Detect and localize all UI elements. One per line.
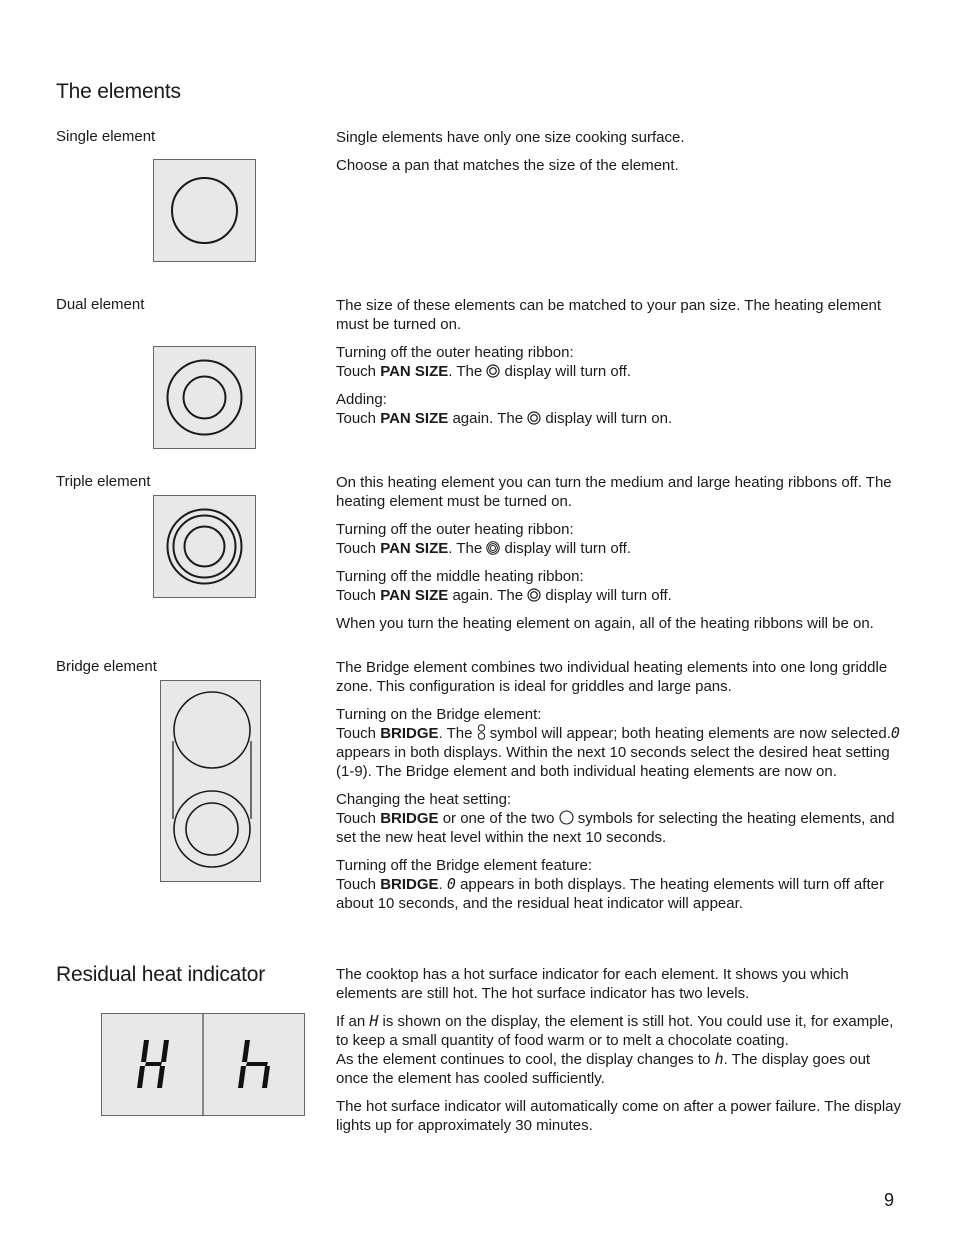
- bridge-change-line: Touch BRIDGE or one of the two symbols for selecting the heating elements, and set the new heat level within the next 10 seconds.: [336, 810, 895, 846]
- page-number: 9: [884, 1190, 895, 1210]
- bridge-off-line: Touch BRIDGE. 0 appears in both displays. The heating elements will turn off after about 10 seconds, and the residual heat indicator will appear.: [336, 875, 884, 912]
- dual-element-label: Dual element: [56, 296, 145, 313]
- triple-p1: On this heating element you can turn the medium and large heating ribbons off. The heating element must be turned on.: [336, 474, 892, 510]
- dual-p1: The size of these elements can be matched to your pan size. The heating element must be turned on.: [336, 297, 882, 333]
- dual-off-line: Touch PAN SIZE. The display will turn off.: [336, 363, 631, 380]
- triple-element-label: Triple element: [56, 473, 151, 490]
- dual-ring-icon: [527, 411, 541, 425]
- triple-middle-intro: Turning off the middle heating ribbon:: [336, 568, 584, 585]
- bridge-element-diagram: [160, 680, 261, 882]
- triple-outer-intro: Turning off the outer heating ribbon:: [336, 521, 574, 538]
- residual-p2: If an H is shown on the display, the element is still hot. You could use it, for example, to keep a small quantity of food warm or to melt a chocolate coating.: [336, 1012, 894, 1049]
- dual-element-text: [336, 296, 901, 428]
- dual-add-intro: Adding:: [336, 391, 387, 408]
- triple-outer-line: Touch PAN SIZE. The display will turn off.: [336, 540, 631, 557]
- triple-ring-icon: [486, 541, 500, 555]
- circle-icon: [559, 810, 574, 825]
- triple-element-diagram: [153, 495, 256, 598]
- section-title-residual: Residual heat indicator: [56, 963, 266, 986]
- triple-p-last: When you turn the heating element on again, all of the heating ribbons will be on.: [336, 615, 874, 632]
- residual-p3: The hot surface indicator will automatically come on after a power failure. The display lights up for approximately 30 minutes.: [336, 1098, 901, 1134]
- dual-add-line: Touch PAN SIZE again. The display will turn on.: [336, 410, 673, 427]
- bridge-element-label: Bridge element: [56, 658, 157, 675]
- single-element-text: [336, 128, 901, 175]
- single-p1: Single elements have only one size cooking surface.: [336, 129, 685, 146]
- display-zero-glyph: 0: [890, 724, 900, 742]
- bridge-p1: The Bridge element combines two individual heating elements into one long griddle zone. This configuration is ideal for griddles and large pans.: [336, 659, 888, 695]
- bridge-element-text: [336, 658, 901, 913]
- bridge-on-intro: Turning on the Bridge element:: [336, 706, 542, 723]
- single-element-diagram: [153, 159, 256, 262]
- triple-middle-line: Touch PAN SIZE again. The display will turn off.: [336, 587, 672, 604]
- dual-element-diagram: [153, 346, 256, 449]
- triple-element-text: [336, 473, 901, 633]
- dual-off-intro: Turning off the outer heating ribbon:: [336, 344, 574, 361]
- bridge-off-intro: Turning off the Bridge element feature:: [336, 857, 592, 874]
- dual-ring-icon: [527, 588, 541, 602]
- display-zero-glyph: 0: [446, 875, 456, 893]
- bridge-on-line: Touch BRIDGE. The symbol will appear; both heating elements are now selected.0 appears in both displays. Within the next 10 seconds select the desired heat setting (1-9). The Bridge element and both individual heating elements are now on.: [336, 724, 900, 780]
- single-p2: Choose a pan that matches the size of the element.: [336, 157, 679, 174]
- display-h-icon: [238, 1040, 270, 1088]
- residual-display-diagram: [101, 1013, 305, 1116]
- display-H-icon: [137, 1040, 169, 1088]
- display-h-glyph: h: [714, 1050, 724, 1068]
- residual-p2b: As the element continues to cool, the display changes to h. The display goes out once the element has cooled sufficiently.: [336, 1050, 871, 1087]
- bridge-change-intro: Changing the heat setting:: [336, 791, 512, 808]
- dual-ring-icon: [486, 364, 500, 378]
- section-title-elements: The elements: [56, 80, 181, 103]
- display-H-glyph: H: [369, 1012, 379, 1030]
- residual-p1: The cooktop has a hot surface indicator for each element. It shows you which elements are still hot. The hot surface indicator has two levels.: [336, 966, 849, 1002]
- single-element-label: Single element: [56, 128, 156, 145]
- bridge-symbol-icon: [477, 724, 486, 740]
- residual-text: [336, 965, 901, 1135]
